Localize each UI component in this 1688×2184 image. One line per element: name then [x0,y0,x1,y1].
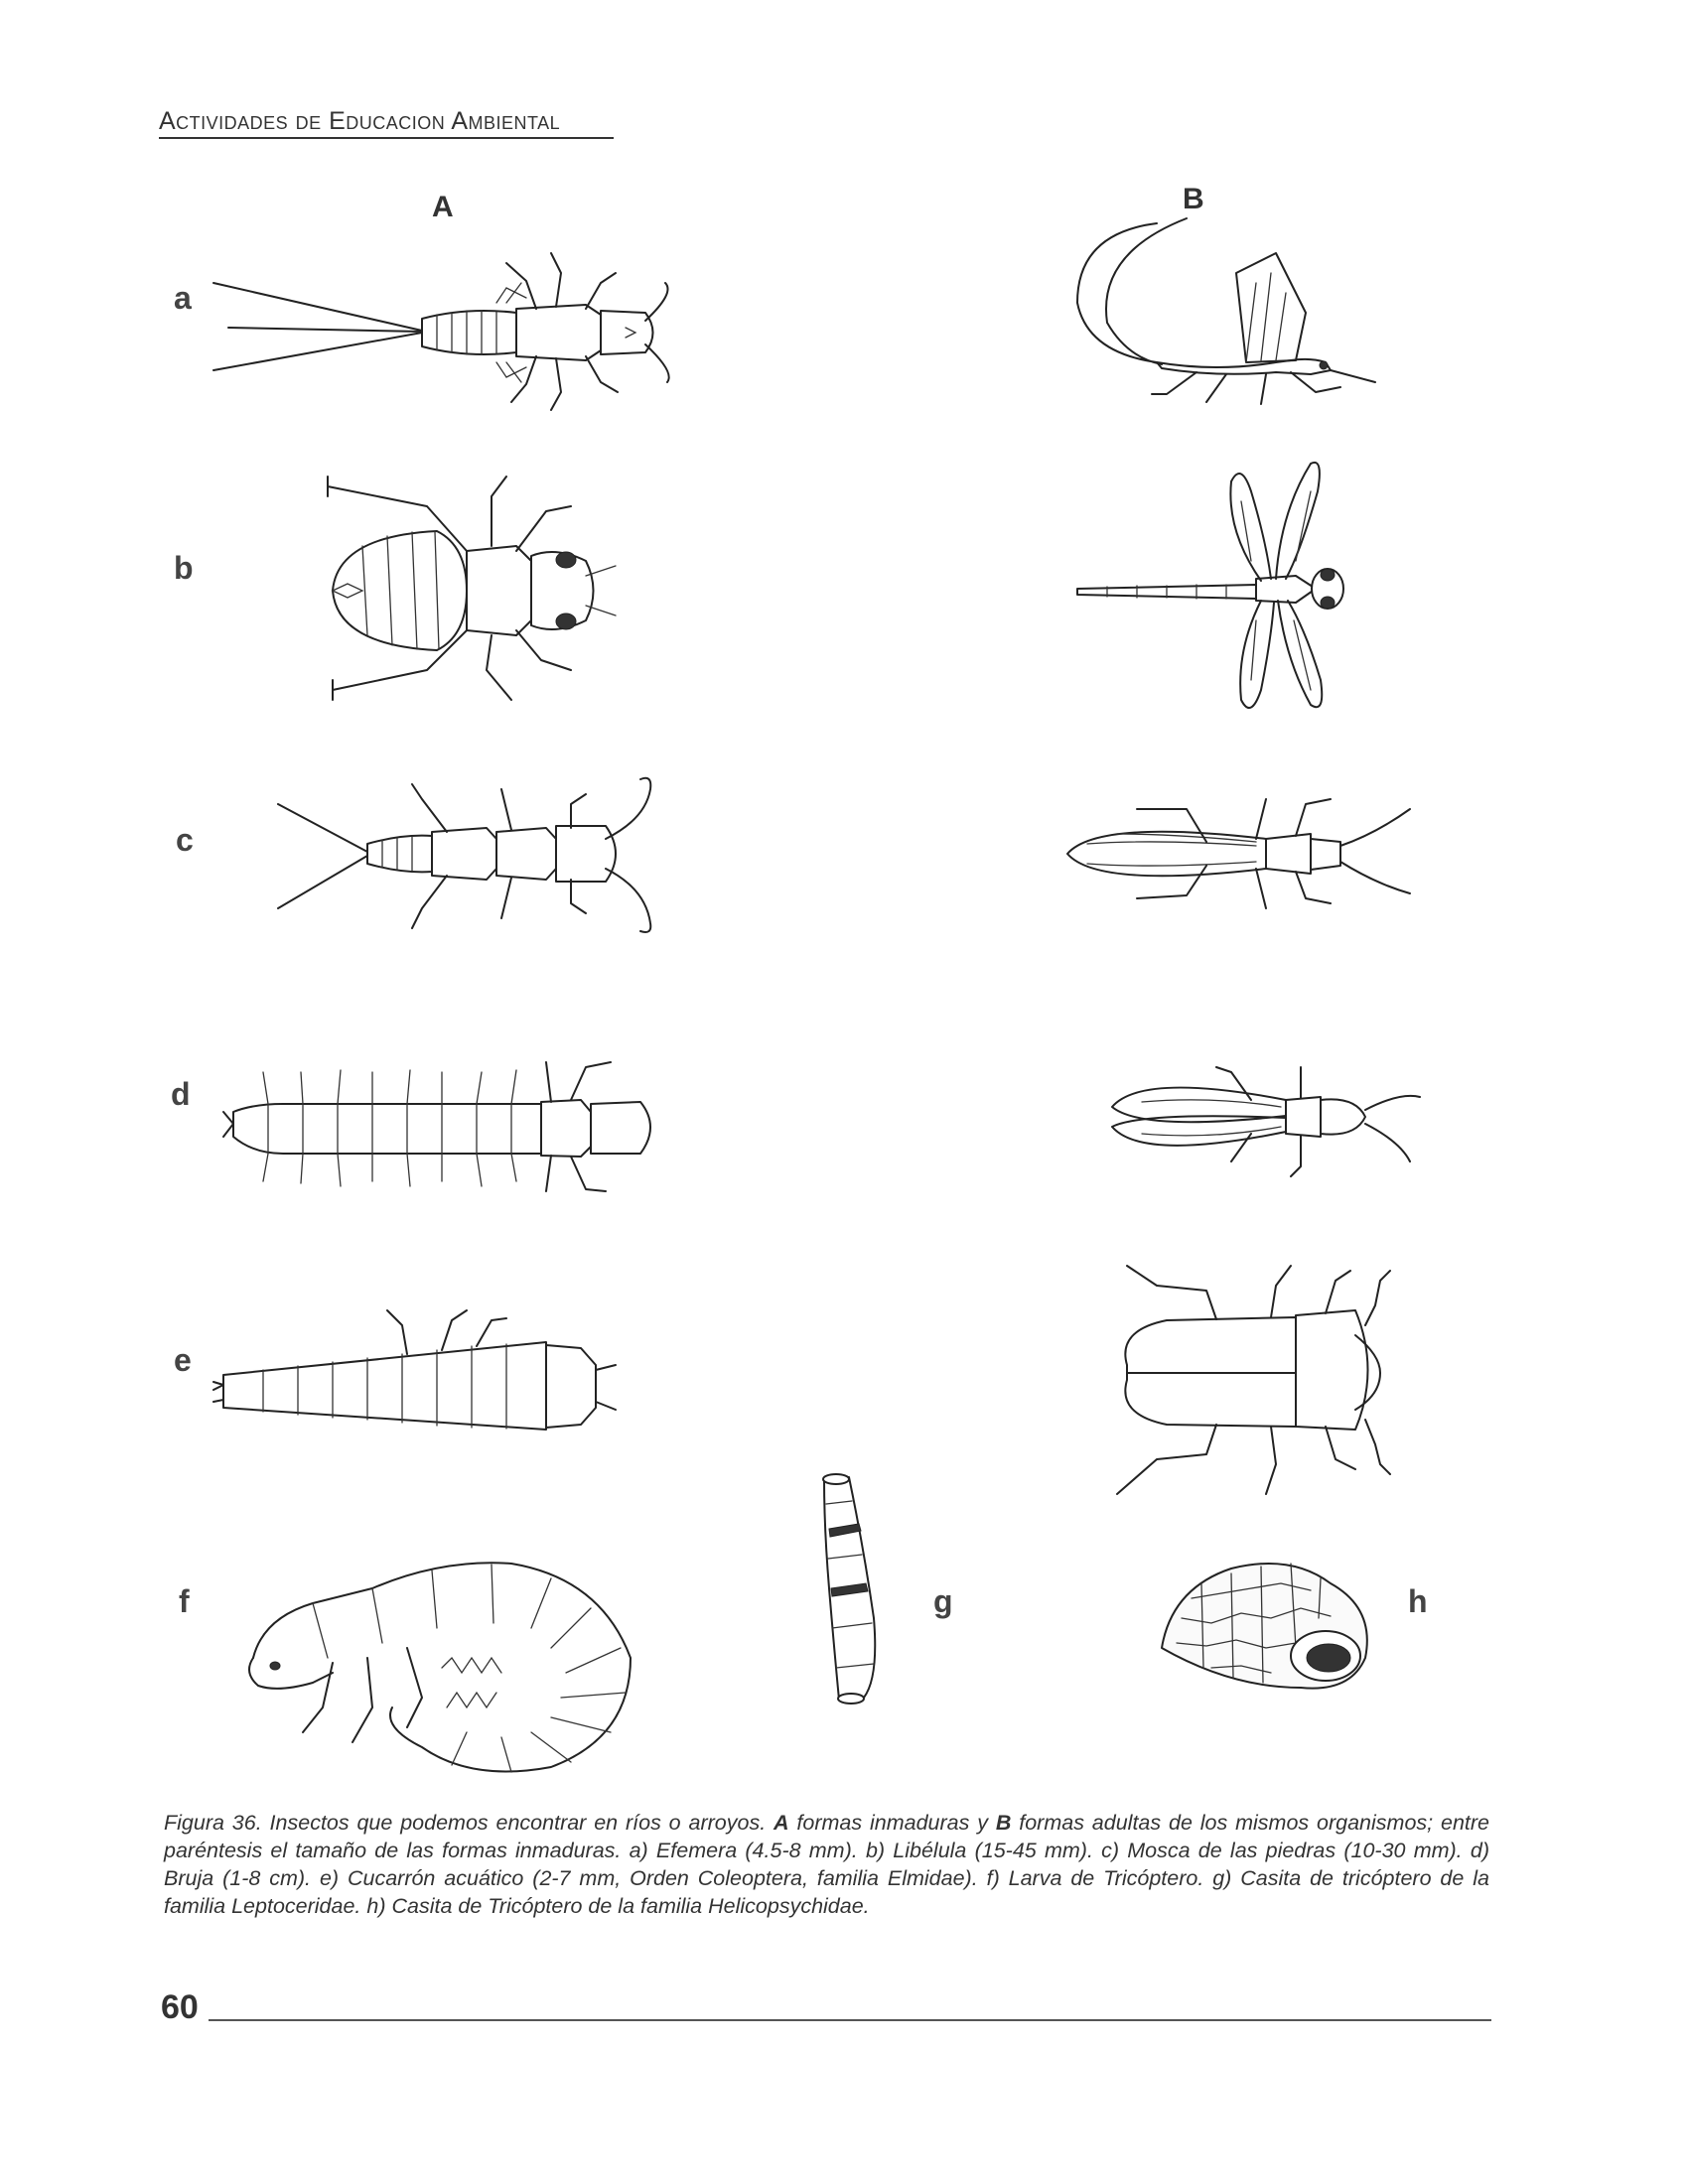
row-label-b: b [174,550,194,586]
row-label-a: a [174,280,192,316]
caption-mid-text: formas inmaduras y [788,1811,996,1835]
row-label-d: d [171,1076,191,1112]
adult-mayfly-illustration [1048,213,1395,412]
caption-fig-label: Figura 36. Insectos que podemos encontrar en ríos o arroyos. [164,1811,774,1835]
adult-dobsonfly-illustration [1102,1052,1430,1181]
caption-b-marker: B [995,1811,1012,1835]
hellgrammite-larva-illustration [213,1042,670,1206]
mayfly-nymph-illustration [209,243,675,412]
row-label-c: c [176,822,194,858]
riffle-beetle-adult-illustration [1097,1256,1395,1504]
figure-caption [164,1809,1489,1920]
caption-a-marker: A [774,1811,789,1835]
row-label-e: e [174,1342,192,1378]
caption-body: formas adultas de los mismos organismos; entre paréntesis el tamaño de las formas inmaduras. a) Efemera (4.5-8 mm). b) Libélula (15-45 mm). c) Mosca de las piedras (10-30 mm). d) Bruja (1-8 cm). e) Cucarrón acuático (2-7 mm, Orden Coleoptera, familia Elmidae). f) Larva de Tricóptero. g) Casita de tricóptero de la familia Leptoceridae. h) Casita de Tricóptero de la familia Helicopsychidae. [164,1811,1489,1918]
leptoceridae-case-illustration [804,1469,894,1707]
running-head: Actividades de Educacion Ambiental [159,107,561,135]
column-label-a: A [432,191,454,223]
helicopsychidae-case-illustration [1152,1549,1380,1698]
column-label-b: B [1183,183,1204,215]
caddisfly-larva-illustration [233,1509,650,1777]
riffle-beetle-larva-illustration [209,1291,626,1449]
adult-dragonfly-illustration [1067,452,1365,725]
page-number: 60 [161,1988,199,2026]
row-label-h: h [1408,1583,1428,1619]
dragonfly-nymph-illustration [318,467,655,705]
adult-stonefly-illustration [1057,784,1425,923]
footer-rule [209,2019,1491,2021]
running-head-rule [159,137,614,139]
row-label-f: f [179,1583,190,1619]
row-label-g: g [933,1583,953,1619]
stonefly-nymph-illustration [273,764,670,938]
